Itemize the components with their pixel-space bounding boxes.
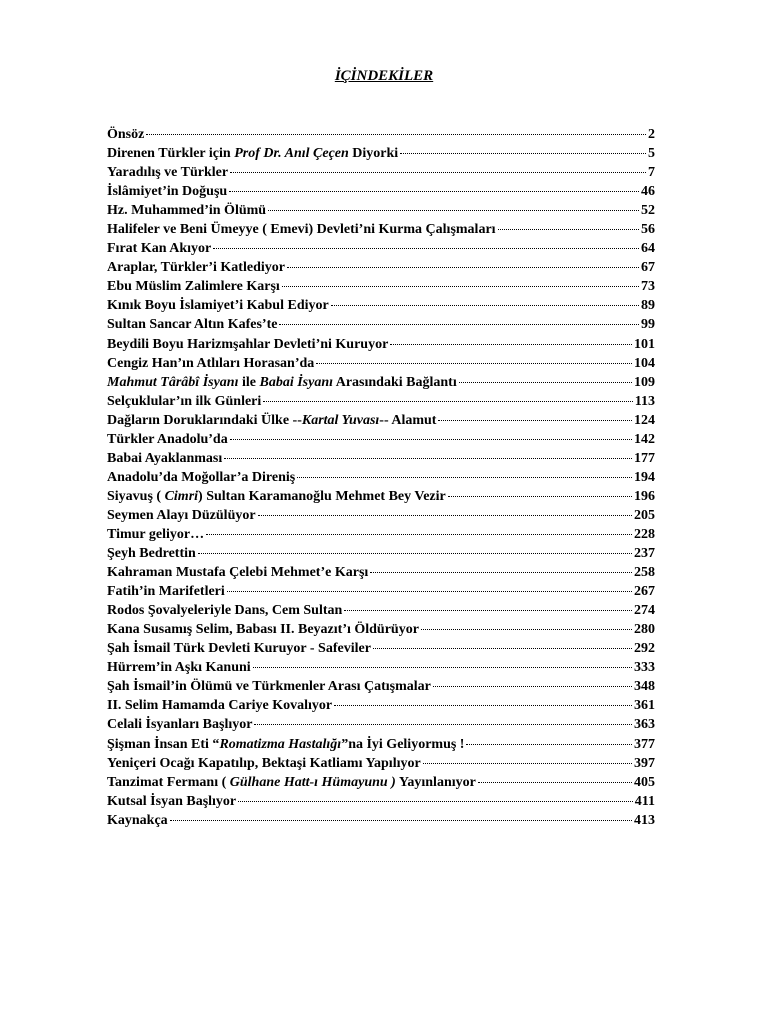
dot-leader [466,744,632,745]
toc-entry-page-number: 104 [634,355,655,371]
toc-entry-title-text: II. Selim Hamamda Cariye Kovalıyor [107,698,333,714]
dot-leader [238,801,633,802]
dot-leader [373,648,632,649]
toc-entry [107,737,655,756]
toc-entry-title-text: Diyorki [348,146,399,162]
dot-leader [198,553,632,554]
toc-entry-page-number: 411 [634,793,655,809]
dot-leader [498,229,639,230]
toc-entry-title-text: Fırat Kan Akıyor [107,241,212,257]
dot-leader [390,344,632,345]
dot-leader [344,610,632,611]
toc-entry-title [107,413,436,429]
toc-entry-title-text: Önsöz [107,127,145,142]
toc-entry-title-text: Dağların Doruklarındaki Ülke -- [107,412,302,428]
toc-entry [107,775,655,794]
toc-entry-title [107,737,464,753]
toc-entry [107,622,655,641]
toc-entry-title [107,432,228,448]
toc-entry-title-text: Kana Susamış Selim, Babası II. Beyazıt’ı Öldürüyor [107,622,419,638]
toc-entry-title-text: Fatih’in Marifetleri [107,584,225,600]
toc-entry [107,222,655,241]
toc-entry-title [107,222,496,238]
toc-entry [107,337,655,356]
toc-entry-title-text: Timur geliyor… [107,526,205,542]
toc-entry-title-text: ”na İyi Geliyormuş ! [341,736,465,752]
toc-entry-page-number: 177 [634,450,655,466]
dot-leader [279,324,639,325]
toc-entry [107,470,655,489]
toc-entry-title-italic: Mahmut Târâbî İsyanı [107,374,239,390]
dot-leader [224,458,632,459]
toc-entry-title-text: Seymen Alayı Düzülüyor [107,507,256,523]
toc-entry [107,451,655,470]
toc-entry [107,184,655,203]
dot-leader [282,286,639,287]
toc-entry-page-number: 413 [634,812,655,828]
toc-entry [107,165,655,184]
table-of-contents [107,127,655,832]
dot-leader [433,686,632,687]
toc-entry-title [107,508,256,524]
toc-entry [107,660,655,679]
toc-entry-title [107,337,388,353]
dot-leader [459,382,632,383]
toc-entry-title-text: Şah İsmail Türk Devleti Kuruyor - Safeviler [107,641,371,657]
toc-entry-title-text: Kahraman Mustafa Çelebi Mehmet’e Karşı [107,565,369,581]
toc-entry-title [107,527,204,543]
toc-entry-title [107,717,252,733]
toc-entry [107,432,655,451]
toc-entry-page-number: 142 [634,431,655,447]
toc-entry-title-text: Türkler Anadolu’da [107,431,228,447]
toc-entry [107,317,655,336]
toc-entry-page-number: 113 [634,393,655,409]
dot-leader [258,515,632,516]
dot-leader [370,572,632,573]
toc-entry-page-number: 228 [634,526,655,542]
toc-entry-title [107,584,225,600]
toc-entry-title-text: Anadolu’da Moğollar’a Direniş [107,469,296,485]
toc-entry-page-number: 124 [634,412,655,428]
toc-entry-page-number: 56 [641,222,655,238]
dot-leader [268,210,639,211]
toc-entry-page-number: 333 [634,660,655,676]
toc-entry-page-number: 237 [634,546,655,562]
toc-entry [107,508,655,527]
toc-entry-page-number: 361 [634,698,655,714]
toc-entry-title [107,451,222,467]
toc-entry-title-italic: Prof Dr. Anıl Çeçen [234,146,349,162]
toc-entry-title-text: Rodos Şovalyeleriyle Dans, Cem Sultan [107,603,343,619]
dot-leader [253,667,632,668]
toc-entry-page-number: 67 [641,260,655,276]
toc-entry-title-text: ile [238,374,260,390]
dot-leader [423,763,632,764]
dot-leader [227,591,632,592]
toc-entry [107,127,655,146]
toc-entry-title-text: Yayınlanıyor [395,774,476,790]
toc-entry-title-text: Babai Ayaklanması [107,450,223,466]
toc-entry-page-number: 267 [634,584,655,600]
toc-entry [107,260,655,279]
toc-entry-title [107,698,332,714]
toc-entry-page-number: 99 [641,317,655,333]
toc-entry [107,146,655,165]
toc-entry [107,375,655,394]
toc-entry [107,584,655,603]
toc-entry-title [107,813,168,829]
toc-entry-title-text: İslâmiyet’in Doğuşu [107,184,228,200]
toc-entry [107,794,655,813]
dot-leader [229,191,639,192]
toc-entry-page-number: 7 [648,165,655,181]
toc-entry-title-text: Şeyh Bedrettin [107,546,196,562]
toc-entry-title [107,470,295,486]
dot-leader [331,305,639,306]
toc-entry [107,527,655,546]
toc-entry [107,546,655,565]
toc-entry-title-text: -- Alamut [379,412,437,428]
toc-entry [107,489,655,508]
toc-entry-page-number: 2 [648,127,655,142]
dot-leader [334,705,632,706]
toc-entry-title-text: Yaradılış ve Türkler [107,165,229,181]
toc-entry-title [107,203,266,219]
toc-entry-page-number: 73 [641,279,655,295]
toc-title: İÇİNDEKİLER [334,68,434,84]
toc-entry-title [107,794,236,810]
toc-entry-page-number: 280 [634,622,655,638]
toc-entry [107,679,655,698]
toc-entry [107,279,655,298]
toc-entry-title [107,127,144,143]
toc-entry-page-number: 46 [641,184,655,200]
toc-entry-title-text: Hz. Muhammed’in Ölümü [107,203,267,219]
dot-leader [400,153,646,154]
toc-entry-title-text: Celali İsyanları Başlıyor [107,717,253,733]
toc-entry-title-italic: Gülhane Hatt-ı Hümayunu ) [229,774,396,790]
dot-leader [230,172,646,173]
toc-entry-title-text: ) Sultan Karamanoğlu Mehmet Bey Vezir [198,488,446,504]
toc-entry-page-number: 5 [648,146,655,162]
dot-leader [254,724,632,725]
toc-entry-title-text: Kaynakça [107,812,168,828]
toc-entry-title-text: Arasındaki Bağlantı [333,374,457,390]
toc-entry [107,203,655,222]
toc-entry-title-text: Kınık Boyu İslamiyet’i Kabul Ediyor [107,298,329,314]
toc-entry [107,298,655,317]
toc-entry-title-text: Ebu Müslim Zalimlere Karşı [107,279,280,295]
toc-entry-title-italic: Cimri [164,488,199,504]
toc-entry-title [107,356,314,372]
toc-entry-title [107,298,329,314]
toc-entry-title-text: Hürrem’in Aşkı Kanuni [107,660,251,676]
toc-entry [107,356,655,375]
toc-entry-title [107,603,342,619]
toc-entry-title-text: Tanzimat Fermanı ( [107,774,230,790]
toc-entry-title [107,775,476,791]
toc-entry-title [107,241,211,257]
toc-entry [107,413,655,432]
toc-entry-title [107,279,280,295]
toc-entry-page-number: 377 [634,736,655,752]
toc-entry-page-number: 205 [634,507,655,523]
dot-leader [316,363,632,364]
toc-entry [107,394,655,413]
toc-entry-title-text: Şişman İnsan Eti “ [107,736,220,752]
toc-entry [107,698,655,717]
toc-entry-page-number: 194 [634,469,655,485]
dot-leader [438,420,632,421]
toc-entry-title-text: Sultan Sancar Altın Kafes’te [107,317,278,333]
dot-leader [230,439,632,440]
dot-leader [448,496,632,497]
dot-leader [421,629,632,630]
toc-entry [107,641,655,660]
toc-entry-page-number: 101 [634,336,655,352]
toc-entry [107,813,655,832]
toc-entry-title-text: Siyavuş ( [107,488,165,504]
toc-entry [107,565,655,584]
toc-entry-title-text: Selçuklular’ın ilk Günleri [107,393,262,409]
toc-entry-page-number: 274 [634,603,655,619]
toc-entry-title-italic: Romatizma Hastalığı [219,736,342,752]
toc-entry [107,756,655,775]
toc-entry [107,241,655,260]
toc-entry-title-italic: Kartal Yuvası [301,412,380,428]
toc-entry-title [107,641,371,657]
toc-entry-title [107,546,196,562]
toc-entry-page-number: 348 [634,679,655,695]
toc-entry-title [107,184,227,200]
toc-entry-title-text: Beydili Boyu Harizmşahlar Devleti’ni Kuruyor [107,336,389,352]
dot-leader [170,820,632,821]
toc-entry-title-text: Yeniçeri Ocağı Kapatılıp, Bektaşi Katliamı Yapılıyor [107,755,421,771]
toc-entry [107,717,655,736]
toc-entry-title [107,565,368,581]
toc-entry-page-number: 64 [641,241,655,257]
toc-entry-page-number: 405 [634,774,655,790]
toc-entry-title [107,394,261,410]
dot-leader [146,134,646,135]
toc-entry-title [107,622,419,638]
dot-leader [206,534,632,535]
toc-entry-title-text: Kutsal İsyan Başlıyor [107,793,237,809]
toc-entry-title [107,146,398,162]
toc-entry [107,603,655,622]
toc-entry-title-italic: Babai İsyanı [259,374,333,390]
toc-entry-page-number: 292 [634,641,655,657]
toc-entry-title-text: Şah İsmail’in Ölümü ve Türkmenler Arası Çatışmalar [107,679,431,695]
toc-entry-page-number: 363 [634,717,655,733]
dot-leader [478,782,632,783]
toc-entry-title-text: Direnen Türkler için [107,146,235,162]
toc-entry-title [107,317,277,333]
toc-entry-title [107,260,285,276]
toc-entry-title-text: Halifeler ve Beni Ümeyye ( Emevi) Devleti’ni Kurma Çalışmaları [107,222,496,238]
toc-entry-title [107,375,457,391]
toc-entry-page-number: 52 [641,203,655,219]
toc-entry-title [107,679,431,695]
toc-entry-page-number: 258 [634,565,655,581]
dot-leader [287,267,639,268]
toc-entry-title [107,756,421,772]
dot-leader [263,401,632,402]
toc-entry-title [107,165,228,181]
toc-entry-title-text: Araplar, Türkler’i Katlediyor [107,260,285,276]
toc-entry-page-number: 196 [634,488,655,504]
dot-leader [297,477,632,478]
toc-entry-title [107,660,251,676]
toc-entry-page-number: 89 [641,298,655,314]
dot-leader [213,248,639,249]
toc-entry-title-text: Cengiz Han’ın Atlıları Horasan’da [107,355,315,371]
toc-entry-page-number: 397 [634,755,655,771]
toc-entry-page-number: 109 [634,374,655,390]
toc-entry-title [107,489,446,505]
